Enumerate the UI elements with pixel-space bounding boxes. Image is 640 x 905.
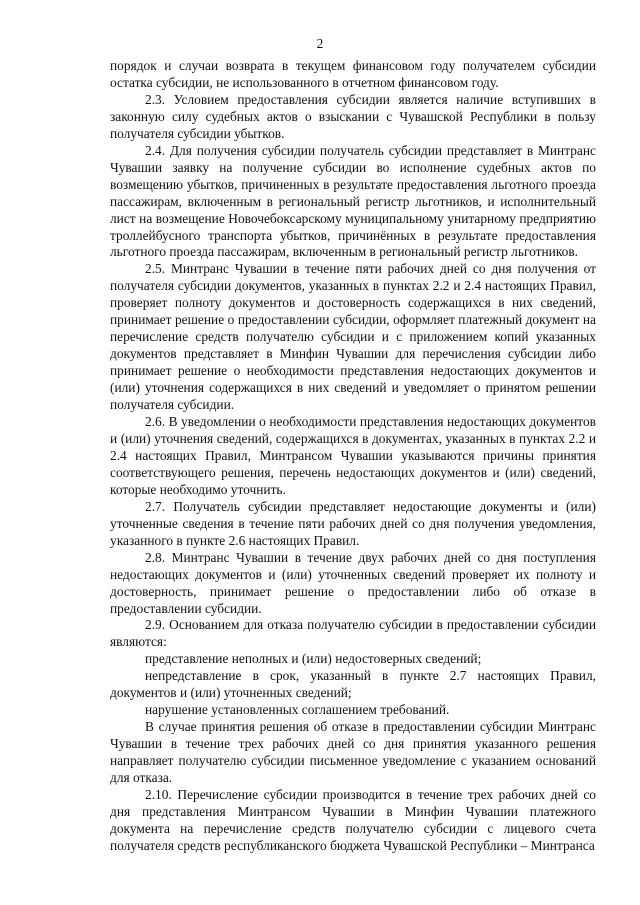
- paragraph-2-4: 2.4. Для получения субсидии получатель субсидии представляет в Минтранс Чувашии заявку на получение субсидии во исполнение судебных актов по возмещению убытков, причиненных в результате предоставления льготного проезда пассажирам, включенным в региональный регистр льготников, и исполнительный лист на возмещение Новочебоксарскому муниципальному унитарному предприятию троллейбусного транспорта убытков, причинённых в результате предоставления льготного проезда пассажирам, включенным в региональный регистр льготников.: [110, 142, 596, 260]
- list-item-incomplete-info: представление неполных и (или) недостоверных сведений;: [145, 651, 482, 667]
- paragraph-2-8: 2.8. Минтранс Чувашии в течение двух рабочих дней со дня поступления недостающих документов и (или) уточненных сведений проверяет их полноту и достоверность, принимает решение о предоставлении либо об отказе в предоставлении субсидии.: [110, 549, 596, 616]
- page-number: 2: [316, 36, 324, 51]
- list-item-late-submission: непредставление в срок, указанный в пункте 2.7 настоящих Правил, документов и (или) уточненных сведений;: [110, 668, 596, 701]
- paragraph-2-3: 2.3. Условием предоставления субсидии является наличие вступивших в законную силу судебных актов о взыскании с Чувашской Республики в пользу получателя субсидии убытков.: [110, 91, 596, 141]
- paragraph-2-6: 2.6. В уведомлении о необходимости представления недостающих документов и (или) уточнения сведений, содержащихся в документах, указанных в пунктах 2.2 и 2.4 настоящих Правил, Минтрансом Чувашии указываются причины принятия соответствующего решения, перечень недостающих документов и (или) сведений, которые необходимо уточнить.: [110, 414, 596, 497]
- paragraph-2-7: 2.7. Получатель субсидии представляет недостающие документы и (или) уточненные сведения в течение пяти рабочих дней со дня получения уведомления, указанного в пункте 2.6 настоящих Правил.: [110, 498, 596, 548]
- paragraph-2-10: 2.10. Перечисление субсидии производится в течение трех рабочих дней со дня представления Минтрансом Чувашии в Минфин Чувашии платежного документа на перечисление средств получателю субсидии с лицевого счета получателя средств республиканского бюджета Чувашской Республики – Минтранса: [110, 786, 596, 853]
- paragraph-return-of-subsidy: порядок и случаи возврата в текущем финансовом году получателем субсидии остатка субсидии, не использованного в отчетном финансовом году.: [110, 58, 596, 90]
- paragraph-2-5: 2.5. Минтранс Чувашии в течение пяти рабочих дней со дня получения от получателя субсидии документов, указанных в пунктах 2.2 и 2.4 настоящих Правил, проверяет полноту документов и достоверность содержащихся в них сведений, принимает решение о предоставлении субсидии, оформляет платежный документ на перечисление средств получателю субсидии и с приложением копий указанных документов представляет в Минфин Чувашии для перечисления субсидии либо принимает решение о необходимости представления недостающих документов и (или) уточнения содержащихся в них сведений и уведомляет о принятом решении получателя субсидии.: [110, 261, 596, 413]
- paragraph-2-9: 2.9. Основанием для отказа получателю субсидии в предоставлении субсидии являются:: [110, 617, 596, 650]
- document-body: [110, 58, 596, 855]
- paragraph-refusal-notice: В случае принятия решения об отказе в предоставлении субсидии Минтранс Чувашии в течение трех рабочих дней со дня принятия указанного решения направляет получателю субсидии письменное уведомление с указанием оснований для отказа.: [110, 719, 596, 786]
- list-item-violation: нарушение установленных соглашением требований.: [145, 702, 450, 718]
